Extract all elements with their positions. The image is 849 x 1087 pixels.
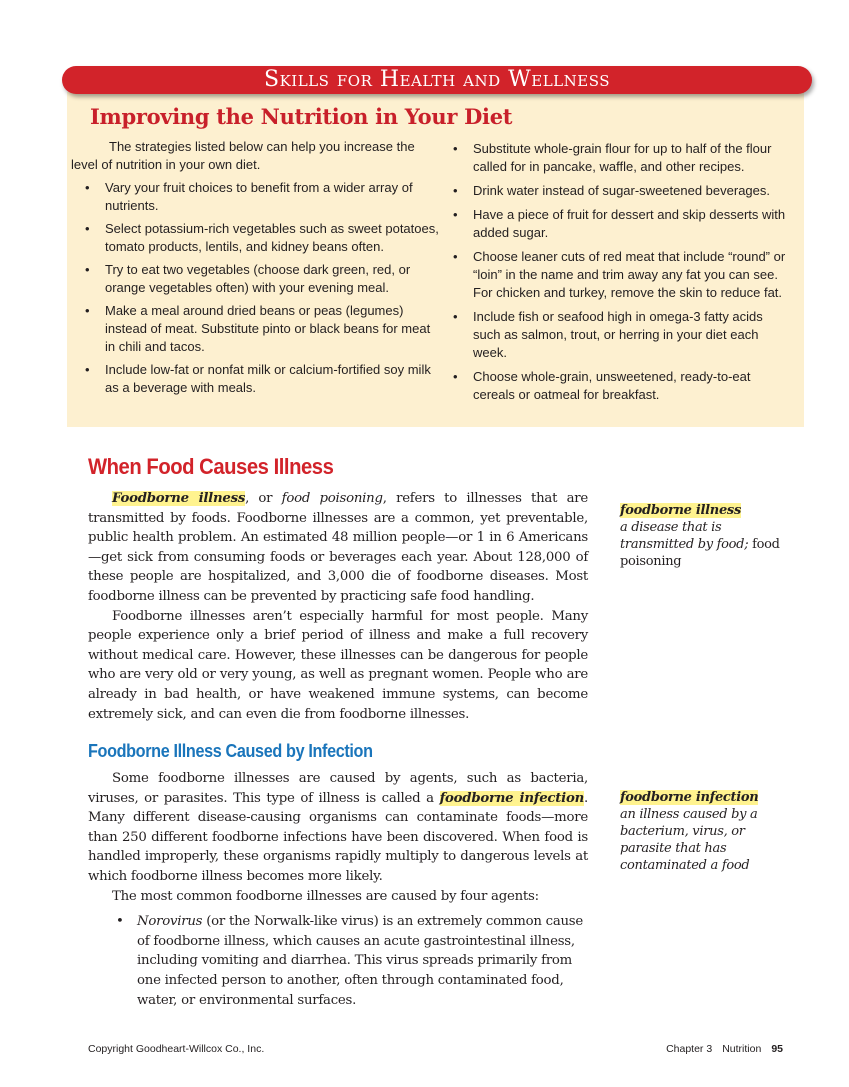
- bullet-icon: •: [453, 249, 458, 264]
- glossary-term: foodborne infection: [620, 790, 759, 805]
- bullet-icon: •: [453, 183, 458, 198]
- skills-left-list: [71, 179, 441, 397]
- list-item: • Select potassium-rich vegetables such as sweet potatoes, tomato products, lentils, and kidney beans often.: [85, 221, 439, 254]
- agent-name: Norovirus: [137, 914, 203, 930]
- glossary-definition: an illness caused by a bacterium, virus, or parasite that has contaminated a food: [620, 807, 758, 873]
- list-item: • Make a meal around dried beans or peas (legumes) instead of meat. Substitute pinto or black beans for meat in chili and tacos.: [85, 303, 431, 354]
- skills-banner: [62, 66, 812, 94]
- bullet-icon: •: [85, 262, 90, 277]
- list-item: • Choose leaner cuts of red meat that include “round” or “loin” in the name and trim away any fat you can see. For chicken and turkey, remove the skin to reduce fat.: [453, 249, 786, 300]
- skills-right-list: [445, 140, 793, 404]
- skills-intro: The strategies listed below can help you increase the level of nutrition in your own diet.: [71, 139, 415, 172]
- list-item: • Include fish or seafood high in omega-3 fatty acids such as salmon, trout, or herring in your diet each week.: [453, 309, 763, 360]
- bullet-icon: •: [85, 303, 90, 318]
- list-item: • Vary your fruit choices to benefit from a wider array of nutrients.: [85, 180, 413, 213]
- bullet-icon: •: [453, 369, 458, 384]
- footer-chapter: Chapter 3: [666, 1043, 713, 1055]
- list-item: • Have a piece of fruit for dessert and skip desserts with added sugar.: [453, 207, 786, 240]
- glossary-definition: a disease that is transmitted by food;: [620, 520, 749, 552]
- footer-chapter-title: Nutrition: [722, 1043, 762, 1055]
- glossary-entry-foodborne-illness: foodborne illness a disease that is transmitted by food; food poisoning: [620, 503, 780, 569]
- bullet-icon: •: [85, 362, 90, 377]
- skills-box: [67, 92, 804, 427]
- list-item: • Substitute whole-grain flour for up to half of the flour called for in pancake, waffle, and other recipes.: [453, 141, 772, 174]
- glossary-entry-foodborne-infection: [620, 789, 790, 874]
- list-item: • Drink water instead of sugar-sweetened beverages.: [453, 183, 770, 198]
- bullet-icon: •: [453, 207, 458, 222]
- footer-copyright: Copyright Goodheart-Willcox Co., Inc.: [88, 1043, 265, 1055]
- list-item: • Try to eat two vegetables (choose dark green, red, or orange vegetables often) with your evening meal.: [85, 262, 411, 295]
- skills-left-column: [71, 138, 441, 402]
- bullet-icon: •: [116, 914, 124, 930]
- bullet-icon: •: [85, 180, 90, 195]
- bullet-icon: •: [453, 309, 458, 324]
- section2-body: [88, 769, 588, 1010]
- section2-paragraph-2: The most common foodborne illnesses are caused by four agents:: [112, 888, 539, 904]
- bullet-icon: •: [453, 141, 458, 156]
- section1-body: [88, 489, 588, 724]
- list-item: • Choose whole-grain, unsweetened, ready-to-eat cereals or oatmeal for breakfast.: [453, 369, 751, 402]
- skills-right-column: [445, 140, 793, 410]
- skills-box-heading: Improving the Nutrition in Your Diet: [90, 104, 513, 129]
- section-heading-infection: Foodborne Illness Caused by Infection: [88, 741, 373, 761]
- list-item: • Norovirus (or the Norwalk-like virus) is an extremely common cause of foodborne illness, which causes an acute gastrointestinal illness, including vomiting and diarrhea. This virus spreads primarily from one infected person to another, often through contaminated food, water, or environmental surfaces.: [116, 914, 584, 1008]
- section1-paragraph-1: Foodborne illness, or food poisoning, refers to illnesses that are transmitted by foods. Foodborne illnesses are a common, yet preventable, public health problem. An estimated 48 million people—or 1 in 6 Americans—get sick from consuming foods or beverages each year. About 128,000 of these people are hospitalized, and 3,000 die of foodborne diseases. Most foodborne illness can be prevented by practicing safe food handling.: [88, 491, 588, 604]
- bullet-icon: •: [85, 221, 90, 236]
- agents-list: [88, 912, 588, 1010]
- key-term-foodborne-infection[interactable]: foodborne infection: [439, 790, 585, 806]
- key-term-foodborne-illness[interactable]: Foodborne illness: [112, 491, 246, 506]
- section2-paragraph-1: Some foodborne illnesses are caused by agents, such as bacteria, viruses, or parasites. This type of illness is called a foodborne infection. Many different disease-causing organisms can contaminate foods—more than 250 different foodborne infections have been discovered. When food is handled improperly, these organisms rapidly multiply to dangerous levels at which foodborne illness becomes more likely.: [88, 771, 588, 884]
- section-heading-food-illness: When Food Causes Illness: [88, 454, 334, 479]
- footer-page-info: [656, 1043, 783, 1055]
- glossary-term: foodborne illness: [620, 503, 741, 518]
- page-number: 95: [771, 1043, 783, 1055]
- banner-title: Skills for Health and Wellness: [264, 67, 610, 92]
- section1-paragraph-2: Foodborne illnesses aren’t especially harmful for most people. Many people experience only a brief period of illness and make a full recovery without medical care. However, these illnesses can be dangerous for people who are very old or very young, as well as pregnant women. People who are already in bad health, or have weakened immune systems, can become extremely sick, and can even die from foodborne illnesses.: [88, 608, 588, 722]
- list-item: • Include low-fat or nonfat milk or calcium-fortified soy milk as a beverage with meals.: [85, 362, 431, 395]
